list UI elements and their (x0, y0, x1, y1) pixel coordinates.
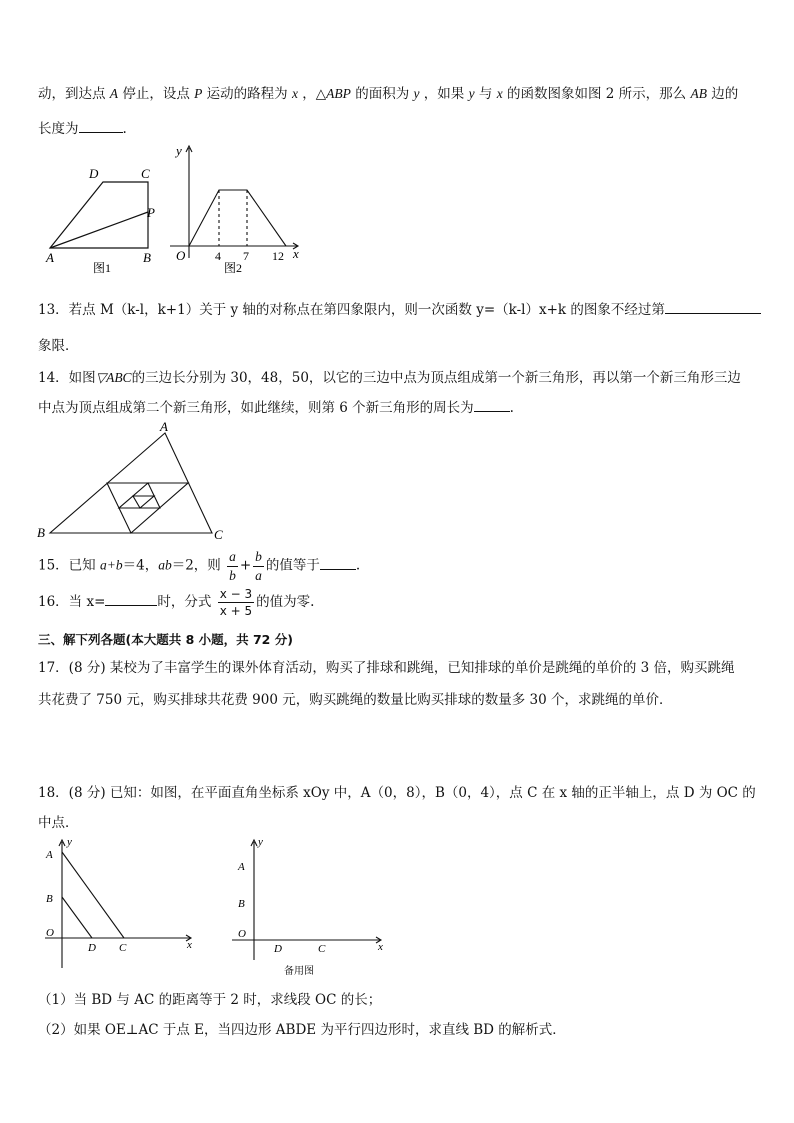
text: A (109, 86, 119, 101)
text: ＝2，则 (171, 557, 221, 574)
text: 长度为 (38, 121, 79, 137)
label-D: D (88, 942, 96, 954)
text: 边的 (706, 86, 739, 102)
label-P: P (147, 205, 155, 220)
fraction-b-over-a: $\frac{b}{a}$ (255, 549, 262, 583)
text: y (413, 86, 420, 101)
label-D: D (89, 166, 99, 181)
text: 16．当 x= (38, 594, 106, 610)
text: 17．(8 分) 某校为了丰富学生的课外体育活动，购买了排球和跳绳，已知排球的单价是跳绳的单价的 3 倍，购买跳绳 (38, 660, 735, 676)
text: ab (158, 557, 172, 573)
backup-caption: 备用图 (284, 966, 314, 977)
answer-blank[interactable] (474, 397, 510, 412)
label-D: D (274, 943, 282, 955)
figure-18-main (45, 840, 191, 968)
label-C: C (119, 942, 127, 954)
section-heading: 三、解下列各题(本大题共 8 小题，共 72 分) (38, 632, 293, 647)
tick-4: 4 (215, 249, 221, 263)
fraction-a-over-b: $\frac{a}{b}$ (229, 549, 236, 583)
tick-12: 12 (272, 249, 284, 263)
label-B: B (37, 525, 45, 540)
text: 时，分式 (157, 594, 212, 610)
text: 运动的路程为 (202, 86, 292, 102)
text: + (239, 557, 252, 574)
text: （1）当 BD 与 AC 的距离等于 2 时，求线段 OC 的长； (38, 992, 382, 1008)
text: x (291, 86, 298, 101)
label-A: A (46, 250, 54, 265)
text: 的面积为 (350, 86, 414, 102)
q13-line1 (38, 298, 761, 318)
answer-blank[interactable] (665, 299, 761, 314)
q14-line2 (38, 396, 514, 416)
q18-figures (0, 830, 400, 980)
text: 共花费了 750 元，购买排球共花费 900 元，购买跳绳的数量比购买排球的数量多 30 个，求跳绳的单价． (38, 692, 673, 708)
text: 的函数图象如图 2 所示，那么 (502, 86, 691, 102)
axis-x-label: x (378, 941, 383, 953)
text: ，△ (297, 86, 327, 102)
q12-figures (0, 0, 794, 300)
text: a+b (99, 557, 123, 573)
fraction-expression: $\frac{x - 3}{x + 5}$ (219, 587, 253, 618)
text: x (496, 86, 503, 101)
axis-y-label: y (67, 836, 72, 848)
label-C: C (214, 527, 223, 542)
text: P (194, 86, 203, 101)
q16-line (38, 588, 314, 617)
figure-18-backup (232, 840, 381, 960)
text: 13．若点 M（k-l，k+1）关于 y 轴的对称点在第四象限内，则一次函数 y=（k-l）x+k 的图象不经过第 (38, 302, 665, 318)
label-A: A (238, 861, 245, 873)
q13-line2 (38, 334, 79, 354)
label-B: B (238, 898, 245, 910)
text: 的三边长分别为 30，48，50，以它的三边中点为顶点组成第一个新三角形，再以第一个新三角形三边 (131, 370, 741, 386)
text: 的值为零. (256, 594, 315, 610)
fig2-caption: 图2 (224, 261, 243, 275)
label-C: C (141, 166, 150, 181)
text: （2）如果 OE⊥AC 于点 E，当四边形 ABDE 为平行四边形时，求直线 BD 的解析式． (38, 1022, 566, 1038)
q17-line2 (38, 688, 672, 708)
text: . (509, 400, 514, 416)
q15-line (38, 550, 360, 582)
q14-figure (0, 415, 260, 545)
text: 中点为顶点组成第二个新三角形，如此继续，则第 6 个新三角形的周长为 (38, 400, 474, 416)
text: 动，到达点 (38, 86, 110, 102)
text: 的值等于 (265, 557, 320, 574)
q18-line1 (38, 781, 756, 801)
figure-1-trapezoid (50, 182, 148, 248)
text: . (122, 121, 127, 137)
text: ▽ABC (95, 370, 132, 385)
tick-7: 7 (243, 249, 249, 263)
answer-blank[interactable] (105, 591, 157, 606)
text: 停止，设点 (118, 86, 195, 102)
text: 象限． (38, 338, 79, 354)
q18-line2 (38, 811, 79, 831)
label-B: B (143, 250, 151, 265)
axis-y-label: y (176, 143, 182, 158)
axis-y-label: y (258, 836, 263, 848)
origin-label: O (176, 248, 186, 263)
figure-2-graph (170, 146, 298, 258)
label-A: A (160, 419, 168, 434)
answer-blank[interactable] (320, 555, 356, 570)
text: 中点． (38, 815, 79, 831)
axis-x-label: x (293, 246, 299, 261)
text: 15．已知 (38, 557, 100, 574)
text: AB (690, 86, 707, 101)
label-A: A (46, 849, 53, 861)
q18-part2 (38, 1018, 566, 1038)
q14-line1 (38, 366, 741, 386)
text: y (468, 86, 475, 101)
q18-part1 (38, 988, 381, 1008)
axis-x-label: x (187, 939, 192, 951)
text: 18．(8 分) 已知：如图，在平面直角坐标系 xOy 中，A（0，8），B（0，4），点 C 在 x 轴的正半轴上，点 D 为 OC 的 (38, 785, 756, 801)
text: ＝4， (122, 557, 159, 574)
text: 与 (474, 86, 497, 102)
text: ，如果 (419, 86, 469, 102)
text: 14．如图 (38, 370, 96, 386)
text: . (355, 557, 361, 574)
origin-label: O (238, 928, 246, 940)
label-C: C (318, 943, 326, 955)
origin-label: O (46, 927, 54, 939)
text: ABP (326, 86, 351, 101)
fig1-caption: 图1 (93, 261, 112, 275)
label-B: B (46, 893, 53, 905)
q17-line1 (38, 656, 735, 676)
